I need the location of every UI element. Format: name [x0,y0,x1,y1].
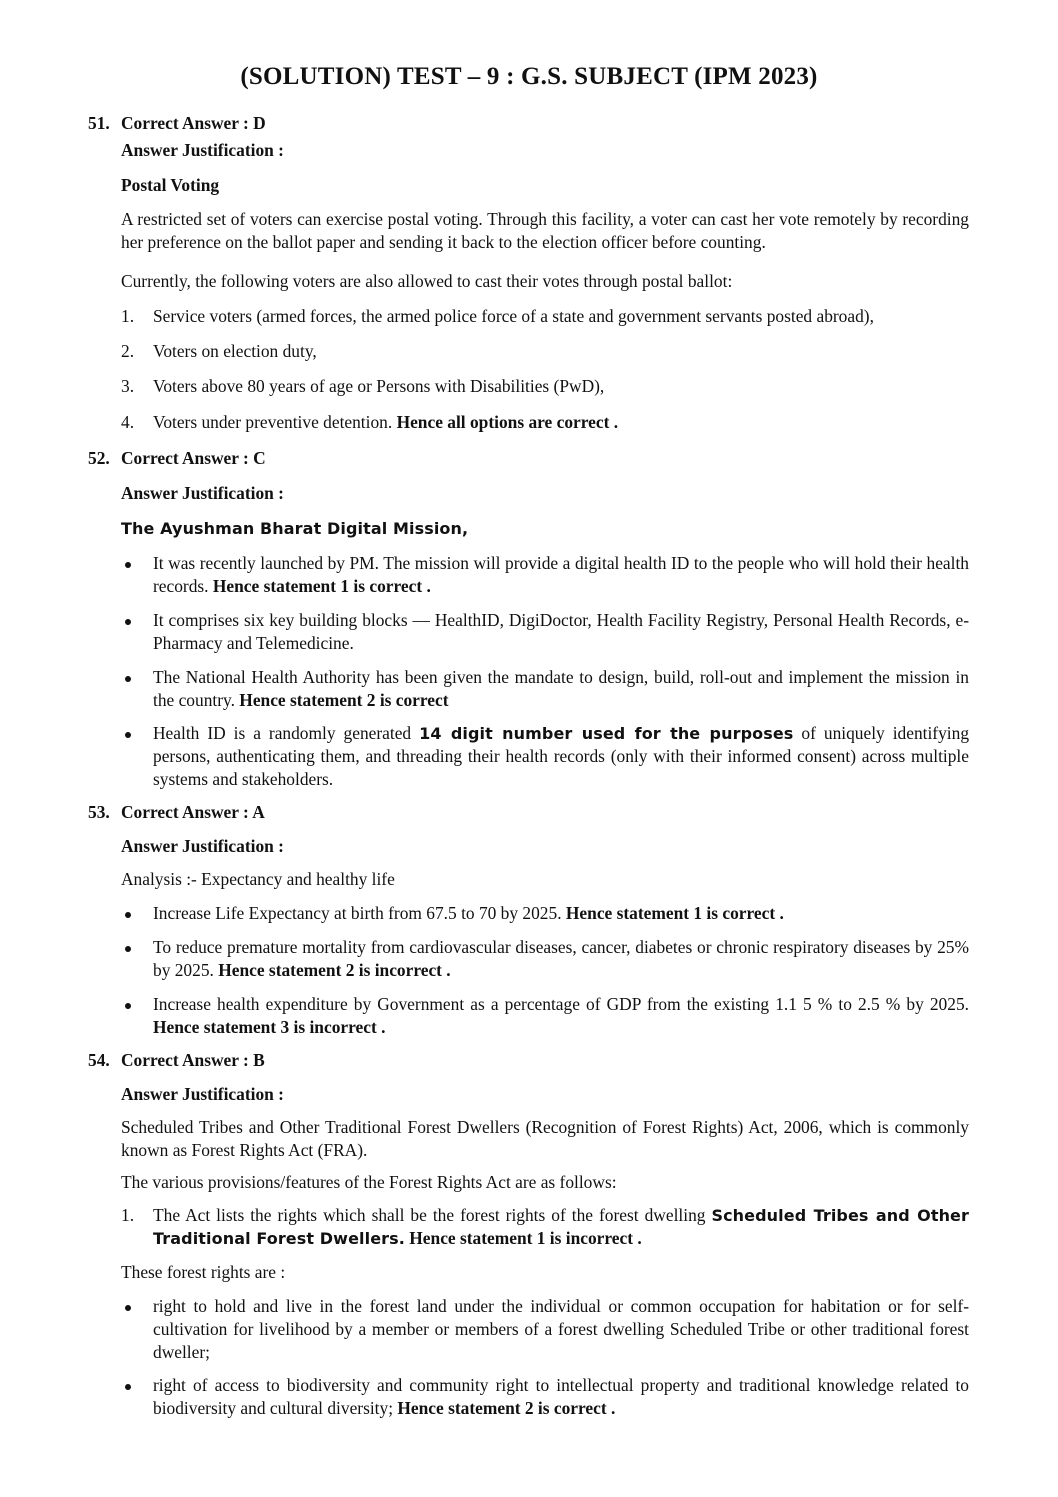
page-title: (SOLUTION) TEST – 9 : G.S. SUBJECT (IPM 2023) [240,63,818,90]
bullet-text-plain: To reduce premature mortality from cardiovascular diseases, cancer, diabetes or chronic respiratory diseases by 25% by 2025. [153,937,969,980]
list-number: 1. [121,1205,135,1225]
bullet-text-plain: Increase health expenditure by Government as a percentage of GDP from the existing 1.1 5 % to 2.5 % by 2025. [153,994,969,1014]
conclusion-text: Hence statement 1 is incorrect . [404,1228,642,1248]
bullet-text: It comprises six key building blocks — HealthID, DigiDoctor, Health Facility Registry, Personal Health Records, e-Pharmacy and Telemedicine. [153,610,969,653]
list-number: 3. [121,376,135,396]
list-item-text: Voters above 80 years of age or Persons with Disabilities (PwD), [153,376,605,396]
bullet-icon [125,912,131,918]
question-number-54: 54. [88,1050,110,1070]
bullet-item [121,722,969,791]
conclusion-text: Hence statement 2 is incorrect . [218,960,451,980]
paragraph-forest-rights: These forest rights are : [121,1262,286,1282]
bullet-item [121,902,969,925]
answer-justification-54: Answer Justification : [121,1084,284,1104]
bullet-text: right to hold and live in the forest land under the individual or common occupation for habitation or for self-cultivation for livelihood by a member or members of a forest dwelling Scheduled Tribe or other traditional forest dweller; [153,1296,969,1362]
list-item-text [153,1204,969,1250]
conclusion-text: Hence statement 2 is correct . [397,1398,616,1418]
conclusion-text: Hence statement 3 is incorrect . [153,1017,386,1037]
emphasis-text: 14 digit number used for the purposes [419,724,794,743]
answer-justification-52: Answer Justification : [121,483,284,503]
conclusion-text: Hence statement 1 is correct . [565,903,784,923]
emphasis-text: Scheduled Tribes and Other Traditional Forest Dwellers. [153,1206,969,1248]
list-item-text [153,411,969,434]
bullet-item [121,936,969,982]
conclusion-text: Hence statement 1 is correct . [212,576,431,596]
bullet-text-plain: Increase Life Expectancy at birth from 67.5 to 70 by 2025. [153,903,566,923]
paragraph-fra-provisions: The various provisions/features of the Forest Rights Act are as follows: [121,1172,617,1192]
bullet-icon [125,676,131,682]
bullet-icon [125,1384,131,1390]
bullet-text-plain: It was recently launched by PM. The mission will provide a digital health ID to the people who will hold their health records. [153,553,969,596]
conclusion-text: Hence all options are correct . [396,412,619,432]
list-number: 1. [121,306,135,326]
bullet-text-plain: right of access to biodiversity and community right to intellectual property and traditional knowledge related to biodiversity and cultural diversity; [153,1375,969,1418]
correct-answer-53: Correct Answer : A [121,802,265,822]
bullet-text [153,666,969,712]
bullet-icon [125,946,131,952]
paragraph-fra: Scheduled Tribes and Other Traditional Forest Dwellers (Recognition of Forest Rights) Act, 2006, which is commonly known as Forest Rights Act (FRA). [121,1117,969,1160]
conclusion-text: Hence statement 2 is correct [239,690,449,710]
bullet-item [121,1295,969,1364]
bullet-text [153,552,969,598]
list-number: 2. [121,341,135,361]
list-item-text-plain: The Act lists the rights which shall be the forest rights of the forest dwelling [153,1205,712,1225]
correct-answer-51: Correct Answer : D [121,113,266,133]
question-number-53: 53. [88,802,110,822]
bullet-text [153,936,969,982]
list-item [121,305,969,328]
bullet-text [153,1374,969,1420]
list-item-text-plain: Voters under preventive detention. [153,412,397,432]
section-heading-postal-voting: Postal Voting [121,175,220,195]
bullet-item [121,1374,969,1420]
answer-justification-51: Answer Justification : [121,140,284,160]
list-item-text: Service voters (armed forces, the armed police force of a state and government servants posted abroad), [153,306,874,326]
answer-justification-53: Answer Justification : [121,836,284,856]
bullet-icon [125,1305,131,1311]
bullet-item [121,993,969,1039]
correct-answer-54: Correct Answer : B [121,1050,265,1070]
paragraph-postal-voting: A restricted set of voters can exercise postal voting. Through this facility, a voter can cast her vote remotely by recording her preference on the ballot paper and sending it back to the election officer before counting. [121,209,969,252]
question-number-51: 51. [88,113,110,133]
analysis-line: Analysis :- Expectancy and healthy life [121,869,395,889]
bullet-icon [125,619,131,625]
bullet-text [153,722,969,791]
paragraph-postal-ballot-voters: Currently, the following voters are also allowed to cast their votes through postal ballot: [121,271,733,291]
list-item [121,340,969,363]
list-item-text: Voters on election duty, [153,341,317,361]
bullet-item [121,666,969,712]
list-item [121,1204,969,1250]
bullet-item [121,552,969,598]
list-item [121,411,969,434]
bullet-text-plain: The National Health Authority has been given the mandate to design, build, roll-out and implement the mission in the country. [153,667,969,710]
correct-answer-52: Correct Answer : C [121,448,266,468]
list-item [121,375,969,398]
bullet-text-plain: of uniquely identifying persons, authenticating them, and threading their health records (only with their informed consent) across multiple systems and stakeholders. [153,723,970,789]
section-heading-ayushman: The Ayushman Bharat Digital Mission, [121,519,469,538]
bullet-icon [125,1003,131,1009]
question-number-52: 52. [88,448,110,468]
bullet-text-plain: Health ID is a randomly generated [153,723,420,743]
bullet-text [153,902,969,925]
bullet-text [153,993,969,1039]
list-number: 4. [121,412,135,432]
bullet-icon [125,732,131,738]
bullet-item [121,609,969,655]
bullet-icon [125,562,131,568]
